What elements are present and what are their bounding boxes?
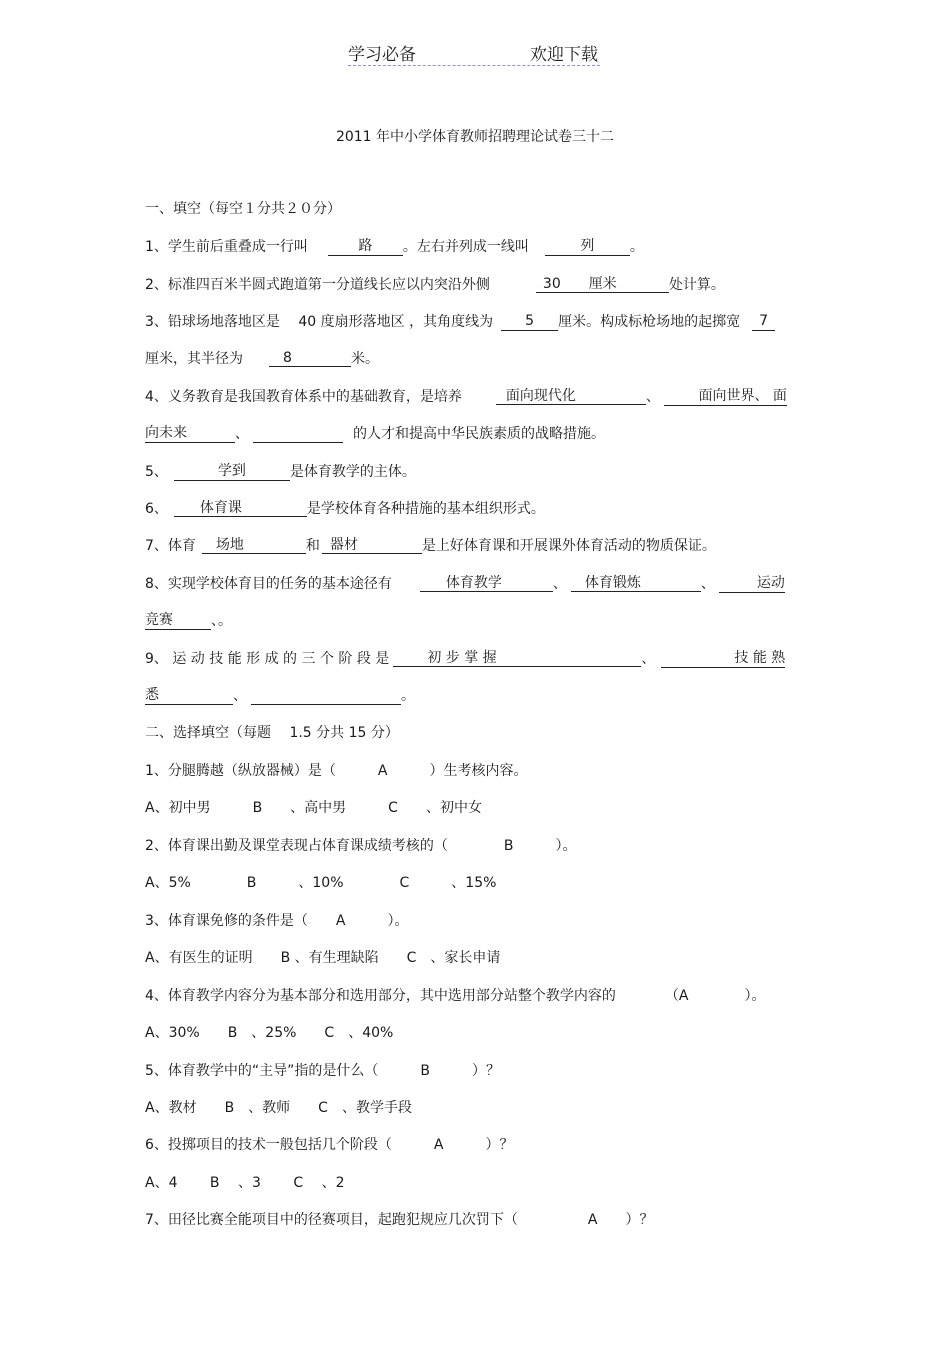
question-text: 6、	[145, 501, 168, 517]
question-3-continued	[145, 348, 810, 370]
mc-question-6: 6、投掷项目的技术一般包括几个阶段（ A ）？	[145, 1137, 514, 1153]
question-text: 米。	[351, 351, 379, 367]
mc-question-2: 2、体育课出勤及课堂表现占体育课成绩考核的（ B ）。	[145, 838, 577, 854]
mc-options-6: A、4 B 、3 C 、2	[145, 1175, 345, 1191]
answer-blank	[251, 685, 401, 705]
answer-blank	[253, 423, 343, 443]
mc-question-1: 1、分腿腾越（纵放器械）是（ A ）生考核内容。	[145, 763, 528, 779]
question-text: 厘米。构成标枪场地的起掷宽	[558, 314, 741, 330]
question-text: 是上好体育课和开展课外体育活动的物质保证。	[421, 538, 716, 554]
question-text: 、	[641, 651, 656, 667]
answer-blank: 路	[328, 236, 403, 256]
answer-blank: 运动	[719, 573, 785, 593]
mc-options-1: A、初中男 B 、高中男 C 、初中女	[145, 800, 482, 816]
question-text: 处计算。	[668, 277, 725, 293]
question-text: 8、实现学校体育目的任务的基本途径有	[145, 576, 392, 592]
question-text: 、	[233, 688, 247, 704]
mc-options-2: A、5% B 、10% C 、15%	[145, 875, 497, 891]
question-3	[145, 311, 810, 333]
question-text: 和	[305, 538, 320, 554]
exam-title: 2011 年中小学体育教师招聘理论试卷三十二	[335, 129, 615, 145]
question-text: 是学校体育各种措施的基本组织形式。	[306, 501, 545, 517]
mc-options-3: A、有医生的证明 B 、有生理缺陷 C 、家长申请	[145, 950, 501, 966]
answer-blank: 向未来	[145, 423, 235, 443]
question-9	[145, 648, 810, 670]
question-7	[145, 535, 810, 557]
question-text: 5、	[145, 464, 168, 480]
answer-blank: 技 能 熟	[661, 648, 785, 668]
question-text: 是体育教学的主体。	[289, 464, 416, 480]
question-text: 、	[645, 389, 660, 405]
header-right-text: 欢迎下载	[530, 45, 598, 65]
question-text: 。	[401, 688, 415, 704]
answer-blank: 30 厘米	[536, 274, 669, 293]
question-text: 、	[235, 426, 249, 442]
answer-blank: 5	[501, 311, 558, 331]
question-text: 、	[700, 576, 715, 592]
answer-blank: 器材	[322, 535, 422, 554]
header-left-text: 学习必备	[348, 45, 416, 65]
answer-blank: 体育锻炼	[571, 573, 701, 592]
question-text: 1、学生前后重叠成一行叫	[145, 239, 308, 255]
answer-blank: 面向现代化	[496, 386, 646, 405]
question-text: 。	[629, 239, 644, 255]
question-text: 3、铅球场地落地区是 40 度扇形落地区 ，其角度线为	[145, 314, 494, 330]
question-8	[145, 573, 810, 595]
section-1-heading: 一、填空（每空１分共２０分）	[145, 201, 341, 217]
answer-blank: 场地	[202, 535, 306, 554]
answer-blank: 体育教学	[420, 573, 553, 592]
answer-blank: 初 步 掌 握	[393, 648, 641, 667]
question-text: 7、体育	[145, 538, 196, 554]
answer-blank: 学到	[174, 461, 290, 481]
mc-options-4: A、30% B 、25% C 、40%	[145, 1025, 394, 1041]
page-header	[348, 40, 600, 66]
question-text: 9、 运 动 技 能 形 成 的 三 个 阶 段 是	[145, 651, 390, 667]
answer-blank: 7	[752, 311, 775, 331]
section-2-heading: 二、选择填空（每题 1.5 分共 15 分）	[145, 725, 399, 741]
mc-options-5: A、教材 B 、教师 C 、教学手段	[145, 1100, 412, 1116]
question-text: 、。	[211, 613, 232, 629]
question-1	[145, 236, 810, 258]
question-text: 4、义务教育是我国教育体系中的基础教育，是培养	[145, 389, 462, 405]
answer-blank: 面向世界、 面	[664, 386, 787, 406]
answer-blank: 8	[269, 348, 351, 367]
question-8-continued	[145, 610, 810, 632]
question-text: 的人才和提高中华民族素质的战略措施。	[353, 426, 605, 442]
question-text: 、	[552, 576, 567, 592]
question-text: 。左右并列成一线叫	[402, 239, 529, 255]
mc-question-5: 5、体育教学中的“主导”指的是什么（ B ）？	[145, 1063, 501, 1079]
mc-question-4: 4、体育教学内容分为基本部分和选用部分，其中选用部分站整个教学内容的 （A ）。	[145, 988, 766, 1004]
question-5	[145, 461, 810, 483]
question-6	[145, 498, 810, 520]
mc-question-7: 7、田径比赛全能项目中的径赛项目，起跑犯规应几次罚下（ A ）？	[145, 1212, 654, 1228]
question-4-continued	[145, 423, 810, 445]
question-text: 2、标准四百米半圆式跑道第一分道线长应以内突沿外侧	[145, 277, 490, 293]
question-9-continued	[145, 685, 810, 707]
answer-blank: 竞赛	[145, 610, 211, 630]
question-4	[145, 386, 810, 408]
question-2	[145, 274, 810, 296]
answer-blank: 列	[545, 236, 630, 256]
answer-blank: 体育课	[174, 498, 307, 517]
question-text: 厘米，其半径为	[145, 351, 243, 367]
answer-blank: 悉	[145, 685, 233, 705]
mc-question-3: 3、体育课免修的条件是（ A ）。	[145, 913, 409, 929]
